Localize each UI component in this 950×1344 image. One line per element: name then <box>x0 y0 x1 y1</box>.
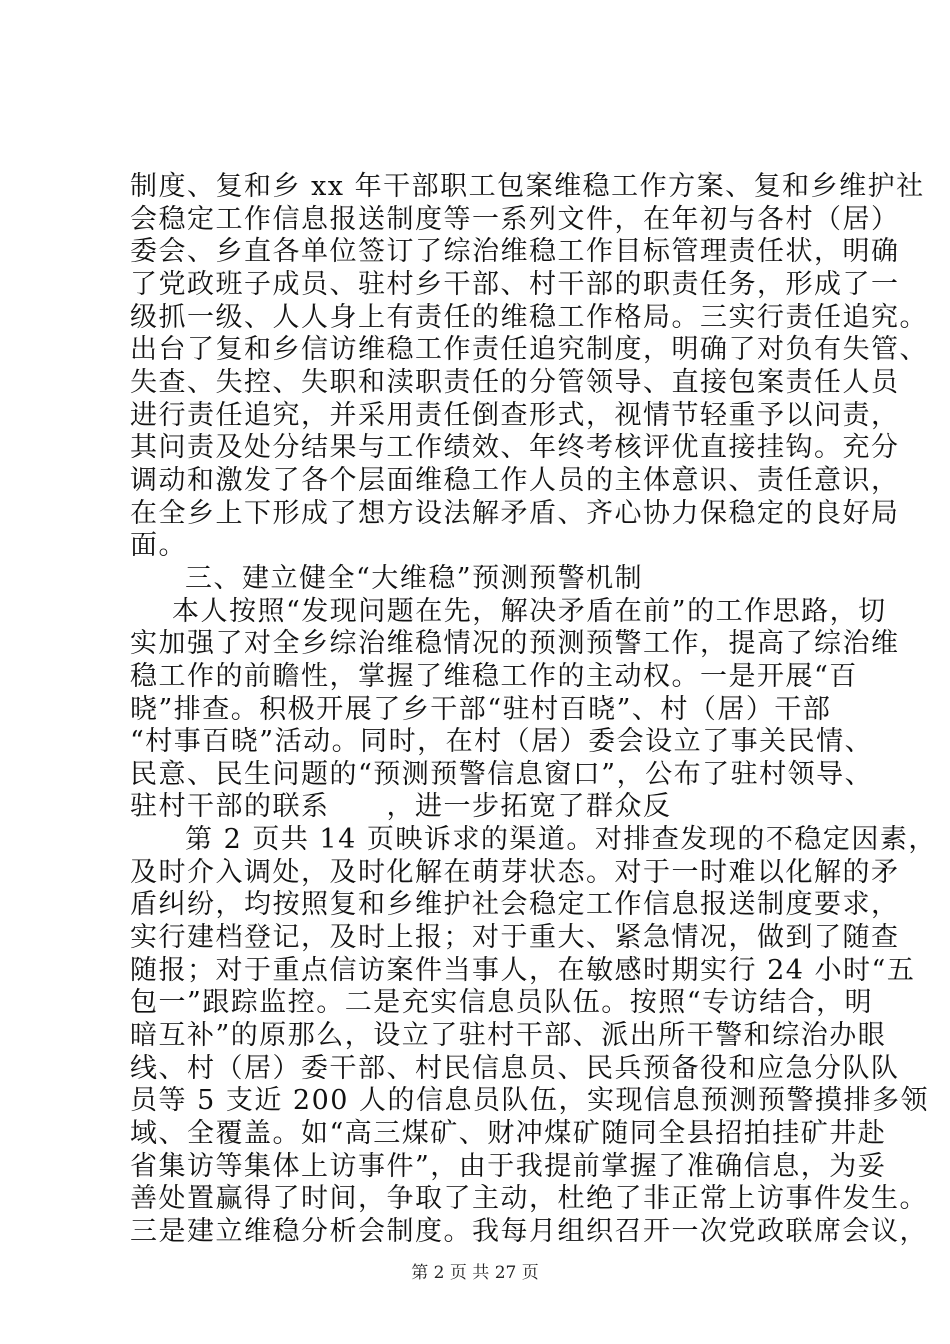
text-line: 失查、失控、失职和渎职责任的分管领导、直接包案责任人员 <box>130 366 900 398</box>
text-line: 暗互补”的原那么，设立了驻村干部、派出所干警和综治办眼 <box>130 1020 887 1052</box>
text-line: 面。 <box>130 530 187 562</box>
text-line: 民意、民生问题的“预测预警信息窗口”，公布了驻村领导、 <box>130 758 874 790</box>
text-line: 级抓一级、人人身上有责任的维稳工作格局。三实行责任追究。 <box>130 301 928 333</box>
text-line: 及时介入调处，及时化解在萌芽状态。对于一时难以化解的矛 <box>130 856 900 888</box>
text-line: 实加强了对全乡综治维稳情况的预测预警工作，提高了综治维 <box>130 628 900 660</box>
text-line: 本人按照“发现问题在先，解决矛盾在前”的工作思路，切 <box>172 595 887 627</box>
text-line: 驻村干部的联系 ，进一步拓宽了群众反 <box>130 791 672 823</box>
text-line: 三是建立维稳分析会制度。我每月组织召开一次党政联席会议， <box>130 1216 928 1247</box>
text-line: 会稳定工作信息报送制度等一系列文件，在年初与各村（居） <box>130 203 900 235</box>
text-line: 进行责任追究，并采用责任倒查形式，视情节轻重予以问责， <box>130 399 900 431</box>
text-line: 实行建档登记，及时上报；对于重大、紧急情况，做到了随查 <box>130 922 900 954</box>
text-line: 了党政班子成员、驻村乡干部、村干部的职责任务，形成了一 <box>130 268 900 300</box>
text-line: 包一”跟踪监控。二是充实信息员队伍。按照“专访结合，明 <box>130 987 874 1019</box>
text-line: “村事百晓”活动。同时，在村（居）委会设立了事关民情、 <box>130 726 874 758</box>
text-line: 域、全覆盖。如“高三煤矿、财冲煤矿随同全县招拍挂矿井赴 <box>130 1118 887 1150</box>
section-heading: 三、建立健全“大维稳”预测预警机制 <box>185 562 644 594</box>
text-line: 省集访等集体上访事件”，由于我提前掌握了准确信息，为妥 <box>130 1150 887 1182</box>
text-line: 稳工作的前瞻性，掌握了维稳工作的主动权。一是开展“百 <box>130 660 858 692</box>
text-line: 善处置赢得了时间，争取了主动，杜绝了非正常上访事件发生。 <box>130 1183 928 1215</box>
text-line: 第 2 页共 14 页映诉求的渠道。对排查发现的不稳定因素， <box>185 824 937 856</box>
page-footer: 第 2 页 共 27 页 <box>411 1263 539 1283</box>
text-line: 线、村（居）委干部、村民信息员、民兵预备役和应急分队队 <box>130 1052 900 1084</box>
text-line: 委会、乡直各单位签订了综治维稳工作目标管理责任状，明确 <box>130 236 900 268</box>
text-line: 在全乡上下形成了想方设法解矛盾、齐心协力保稳定的良好局 <box>130 497 900 529</box>
text-line: 盾纠纷，均按照复和乡维护社会稳定工作信息报送制度要求， <box>130 889 900 921</box>
text-line: 出台了复和乡信访维稳工作责任追究制度，明确了对负有失管、 <box>130 334 928 366</box>
text-line: 制度、复和乡 xx 年干部职工包案维稳工作方案、复和乡维护社 <box>130 171 925 202</box>
text-line: 其问责及处分结果与工作绩效、年终考核评优直接挂钩。充分 <box>130 432 900 464</box>
text-line: 随报；对于重点信访案件当事人，在敏感时期实行 24 小时“五 <box>130 954 916 986</box>
text-line: 调动和激发了各个层面维稳工作人员的主体意识、责任意识， <box>130 464 900 496</box>
text-line: 晓”排查。积极开展了乡干部“驻村百晓”、村（居）干部 <box>130 693 832 725</box>
text-line: 员等 5 支近 200 人的信息员队伍，实现信息预测预警摸排多领 <box>130 1085 930 1117</box>
